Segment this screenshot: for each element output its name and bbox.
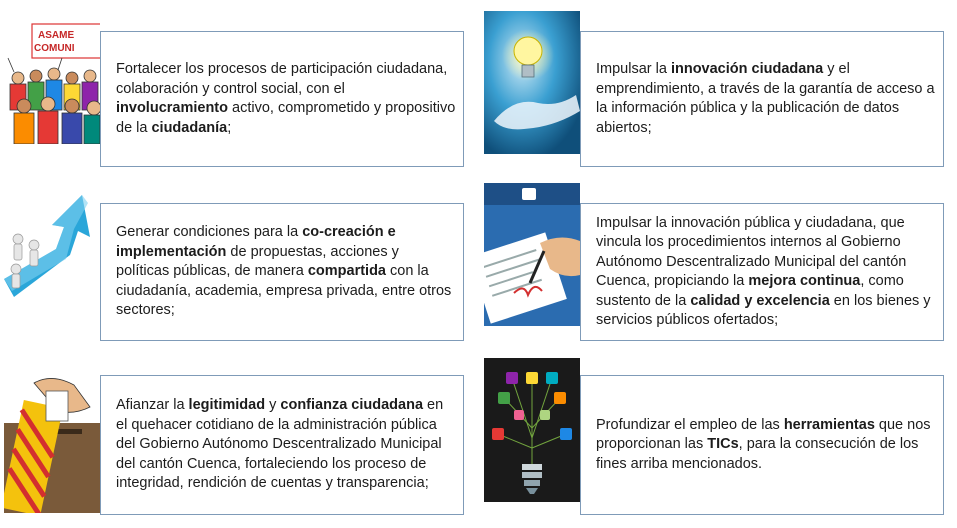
signing-document-illustration (484, 183, 580, 326)
objective-text-3 (116, 396, 456, 494)
svg-text:COMUNI: COMUNI (34, 43, 75, 54)
body-text: y el emprendimiento, a través de la garantía de acceso a la información pública y la publicación de datos abiertos; (596, 61, 935, 136)
emphasis-text: legitimidad (188, 397, 266, 414)
objective-text-1 (116, 60, 456, 138)
emphasis-text: mejora continua (748, 273, 861, 289)
objective-card-4 (580, 31, 944, 167)
body-text: ; (227, 119, 232, 136)
objective-card-6 (580, 375, 944, 515)
body-text: en el quehacer cotidiano de la administración pública del Gobierno Autónomo Descentralizado Municipal del cantón Cuenca, fortaleciendo los proceso de integridad, rendición de cuentas y transparencia; (116, 397, 444, 492)
body-text: , para la consecución de los fines arriba mencionados. (596, 436, 919, 472)
objective-text-2 (116, 223, 456, 321)
objective-card-3 (100, 375, 464, 515)
body-text: , como sustento de la (596, 273, 904, 309)
svg-text:ASAME: ASAME (38, 30, 75, 41)
emphasis-text: herramientas (783, 416, 875, 433)
emphasis-text: calidad y excelencia (690, 292, 830, 309)
emphasis-text: involucramiento (116, 100, 228, 116)
body-text: y (265, 397, 281, 414)
body-text: que nos proporcionan las (596, 416, 931, 453)
body-text: Afianzar la (116, 397, 189, 414)
body-text: Fortalecer los procesos de participación ciudadana, colaboración y control social, con el (116, 61, 448, 97)
body-text: activo, comprometido y propositivo de la (116, 100, 456, 136)
body-text: Impulsar la innovación pública y ciudadana, que vincula los procedimientos internos al Gobierno Autónomo Descentralizado Municipal del cantón Cuenca, propiciando la (596, 214, 907, 289)
objective-text-5 (596, 214, 941, 331)
emphasis-text: confianza ciudadana (280, 397, 424, 414)
participation-crowd-illustration (4, 20, 100, 144)
body-text: con la ciudadanía, academia, empresa privada, entre otros sectores; (116, 263, 452, 319)
emphasis-text: co-creación e implementación (116, 224, 396, 260)
emphasis-text: compartida (307, 263, 386, 280)
ballot-box-vote-illustration (4, 363, 100, 513)
objective-card-5 (580, 203, 944, 341)
objective-card-2 (100, 203, 464, 341)
teamwork-arrow-illustration (4, 187, 100, 327)
objective-text-4 (596, 60, 941, 138)
tech-bulb-icons-illustration (484, 358, 580, 502)
body-text: en los bienes y servicios públicos ofertados; (596, 292, 931, 328)
emphasis-text: TICs (707, 436, 739, 453)
body-text: Profundizar el empleo de las (596, 416, 784, 433)
body-text: de propuestas, acciones y políticas públicas, de manera (116, 243, 399, 280)
body-text: Impulsar la (596, 61, 671, 77)
objective-text-6 (596, 416, 941, 475)
objective-card-1 (100, 31, 464, 167)
lightbulb-hand-illustration (484, 11, 580, 154)
body-text: Generar condiciones para la (116, 224, 303, 241)
emphasis-text: innovación ciudadana (670, 61, 824, 77)
emphasis-text: ciudadanía (151, 119, 228, 136)
